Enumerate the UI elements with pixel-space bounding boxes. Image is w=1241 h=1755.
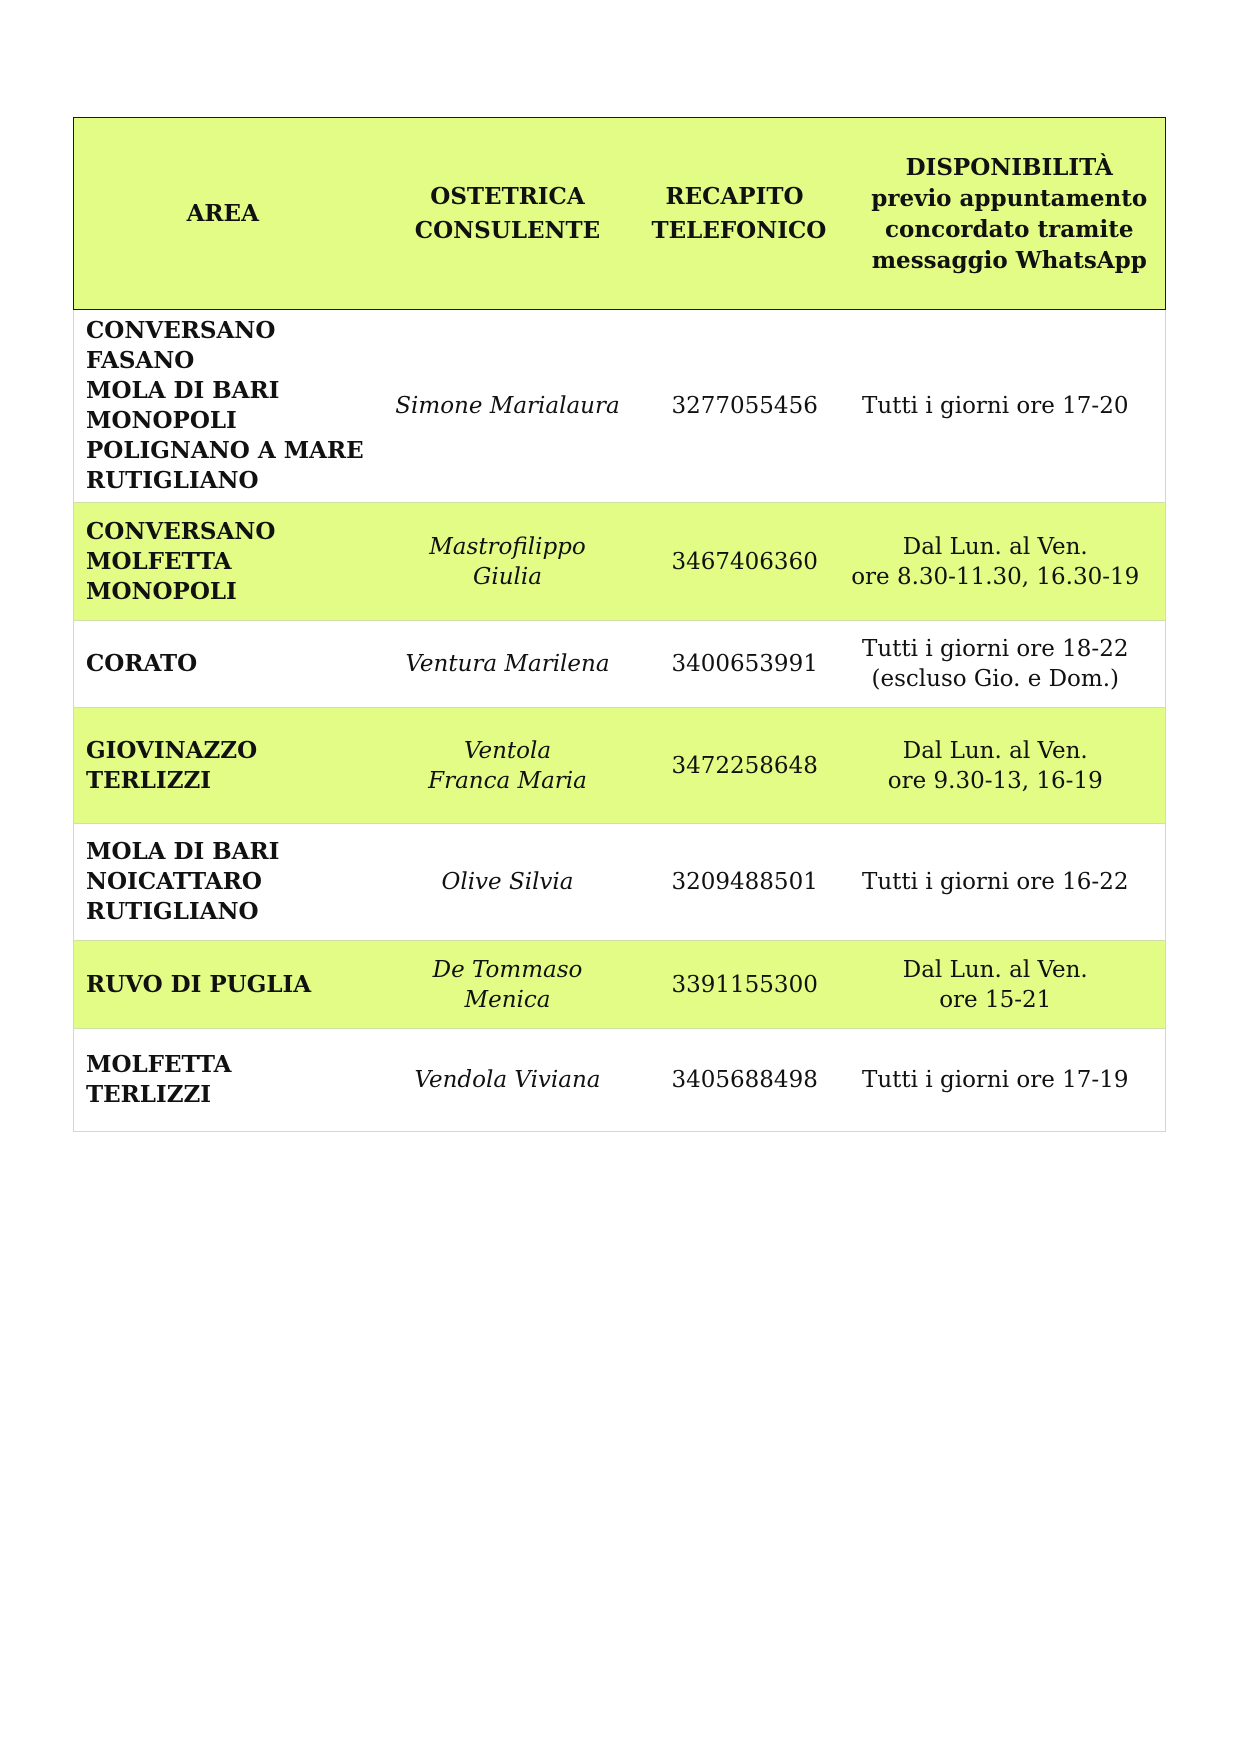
header-area: AREA — [74, 118, 372, 310]
cell-consultant: Olive Silvia — [372, 824, 644, 941]
cell-phone: 3472258648 — [644, 708, 826, 824]
cell-area: CONVERSANO FASANO MOLA DI BARI MONOPOLI POLIGNANO A MARE RUTIGLIANO — [74, 310, 372, 503]
cell-phone: 3467406360 — [644, 503, 826, 621]
table-header-row — [74, 118, 1166, 310]
table-row — [74, 310, 1166, 503]
consultant-table-container — [73, 117, 1165, 1132]
cell-area: RUVO DI PUGLIA — [74, 941, 372, 1029]
table-row — [74, 824, 1166, 941]
cell-consultant: Ventola Franca Maria — [372, 708, 644, 824]
cell-consultant: De Tommaso Menica — [372, 941, 644, 1029]
cell-consultant: Vendola Viviana — [372, 1029, 644, 1132]
cell-area: GIOVINAZZO TERLIZZI — [74, 708, 372, 824]
table-row — [74, 503, 1166, 621]
table-row — [74, 941, 1166, 1029]
table-row — [74, 708, 1166, 824]
cell-phone: 3405688498 — [644, 1029, 826, 1132]
cell-consultant: Ventura Marilena — [372, 621, 644, 708]
consultant-table — [73, 117, 1166, 1132]
header-consultant: OSTETRICA CONSULENTE — [372, 118, 644, 310]
cell-phone: 3391155300 — [644, 941, 826, 1029]
table-row — [74, 1029, 1166, 1132]
cell-availability: Tutti i giorni ore 17-20 — [826, 310, 1166, 503]
header-phone: RECAPITO TELEFONICO — [644, 118, 826, 310]
cell-consultant: Simone Marialaura — [372, 310, 644, 503]
cell-availability: Dal Lun. al Ven. ore 15-21 — [826, 941, 1166, 1029]
cell-availability: Tutti i giorni ore 16-22 — [826, 824, 1166, 941]
cell-availability: Tutti i giorni ore 18-22 (escluso Gio. e Dom.) — [826, 621, 1166, 708]
cell-area: CORATO — [74, 621, 372, 708]
cell-availability: Tutti i giorni ore 17-19 — [826, 1029, 1166, 1132]
cell-phone: 3277055456 — [644, 310, 826, 503]
cell-availability: Dal Lun. al Ven. ore 9.30-13, 16-19 — [826, 708, 1166, 824]
header-availability: DISPONIBILITÀ previo appuntamento concordato tramite messaggio WhatsApp — [826, 118, 1166, 310]
cell-area: MOLFETTA TERLIZZI — [74, 1029, 372, 1132]
cell-area: MOLA DI BARI NOICATTARO RUTIGLIANO — [74, 824, 372, 941]
cell-consultant: Mastrofilippo Giulia — [372, 503, 644, 621]
table-row — [74, 621, 1166, 708]
cell-area: CONVERSANO MOLFETTA MONOPOLI — [74, 503, 372, 621]
cell-availability: Dal Lun. al Ven. ore 8.30-11.30, 16.30-19 — [826, 503, 1166, 621]
cell-phone: 3400653991 — [644, 621, 826, 708]
cell-phone: 3209488501 — [644, 824, 826, 941]
